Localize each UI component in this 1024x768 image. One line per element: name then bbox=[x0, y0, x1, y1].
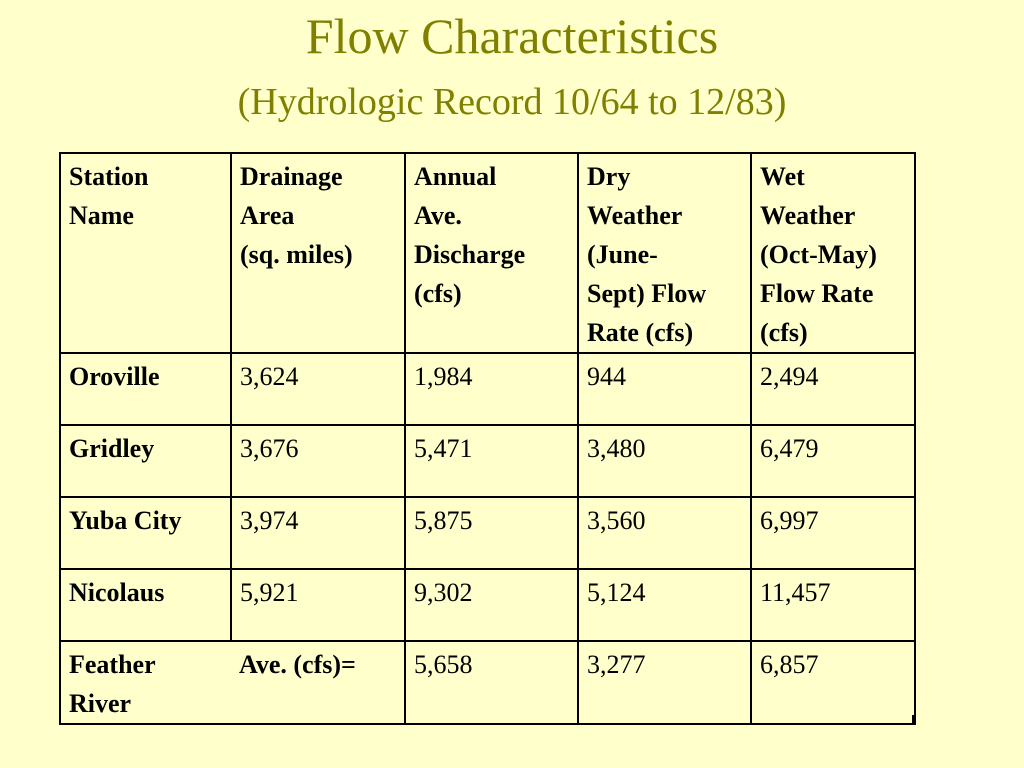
header-dry-weather-flow: Dry Weather (June- Sept) Flow Rate (cfs) bbox=[578, 153, 751, 353]
dry-flow-cell: 5,124 bbox=[578, 569, 751, 641]
table-row bbox=[60, 425, 915, 497]
header-annual-discharge: Annual Ave. Discharge (cfs) bbox=[405, 153, 578, 353]
wet-flow-cell: 11,457 bbox=[751, 569, 915, 641]
annual-discharge-cell: 9,302 bbox=[405, 569, 578, 641]
header-station-name: Station Name bbox=[60, 153, 231, 353]
page-title: Flow Characteristics bbox=[305, 8, 719, 64]
dry-flow-cell: 944 bbox=[578, 353, 751, 425]
dry-flow-cell: 3,480 bbox=[578, 425, 751, 497]
station-cell: Gridley bbox=[60, 425, 231, 497]
wet-flow-cell: 2,494 bbox=[751, 353, 915, 425]
annual-discharge-cell: 1,984 bbox=[405, 353, 578, 425]
footer-average-label: Ave. (cfs)= bbox=[231, 641, 405, 724]
wet-flow-cell: 6,997 bbox=[751, 497, 915, 569]
footer-station-cell: Feather River bbox=[60, 641, 231, 724]
table-footer-row bbox=[60, 641, 915, 724]
footer-wet-flow-cell: 6,857 bbox=[751, 641, 915, 724]
station-cell: Yuba City bbox=[60, 497, 231, 569]
table-edge-tick bbox=[912, 715, 914, 725]
footer-dry-flow-cell: 3,277 bbox=[578, 641, 751, 724]
station-cell: Nicolaus bbox=[60, 569, 231, 641]
page-subtitle: (Hydrologic Record 10/64 to 12/83) bbox=[237, 81, 787, 123]
station-cell: Oroville bbox=[60, 353, 231, 425]
wet-flow-cell: 6,479 bbox=[751, 425, 915, 497]
header-drainage-area: Drainage Area (sq. miles) bbox=[231, 153, 405, 353]
table-row bbox=[60, 353, 915, 425]
table-row bbox=[60, 497, 915, 569]
drainage-area-cell: 5,921 bbox=[231, 569, 405, 641]
table-row bbox=[60, 569, 915, 641]
annual-discharge-cell: 5,875 bbox=[405, 497, 578, 569]
drainage-area-cell: 3,676 bbox=[231, 425, 405, 497]
footer-annual-discharge-cell: 5,658 bbox=[405, 641, 578, 724]
dry-flow-cell: 3,560 bbox=[578, 497, 751, 569]
flow-characteristics-table bbox=[59, 152, 916, 725]
header-wet-weather-flow: Wet Weather (Oct-May) Flow Rate (cfs) bbox=[751, 153, 915, 353]
drainage-area-cell: 3,974 bbox=[231, 497, 405, 569]
drainage-area-cell: 3,624 bbox=[231, 353, 405, 425]
annual-discharge-cell: 5,471 bbox=[405, 425, 578, 497]
table-header-row bbox=[60, 153, 915, 353]
